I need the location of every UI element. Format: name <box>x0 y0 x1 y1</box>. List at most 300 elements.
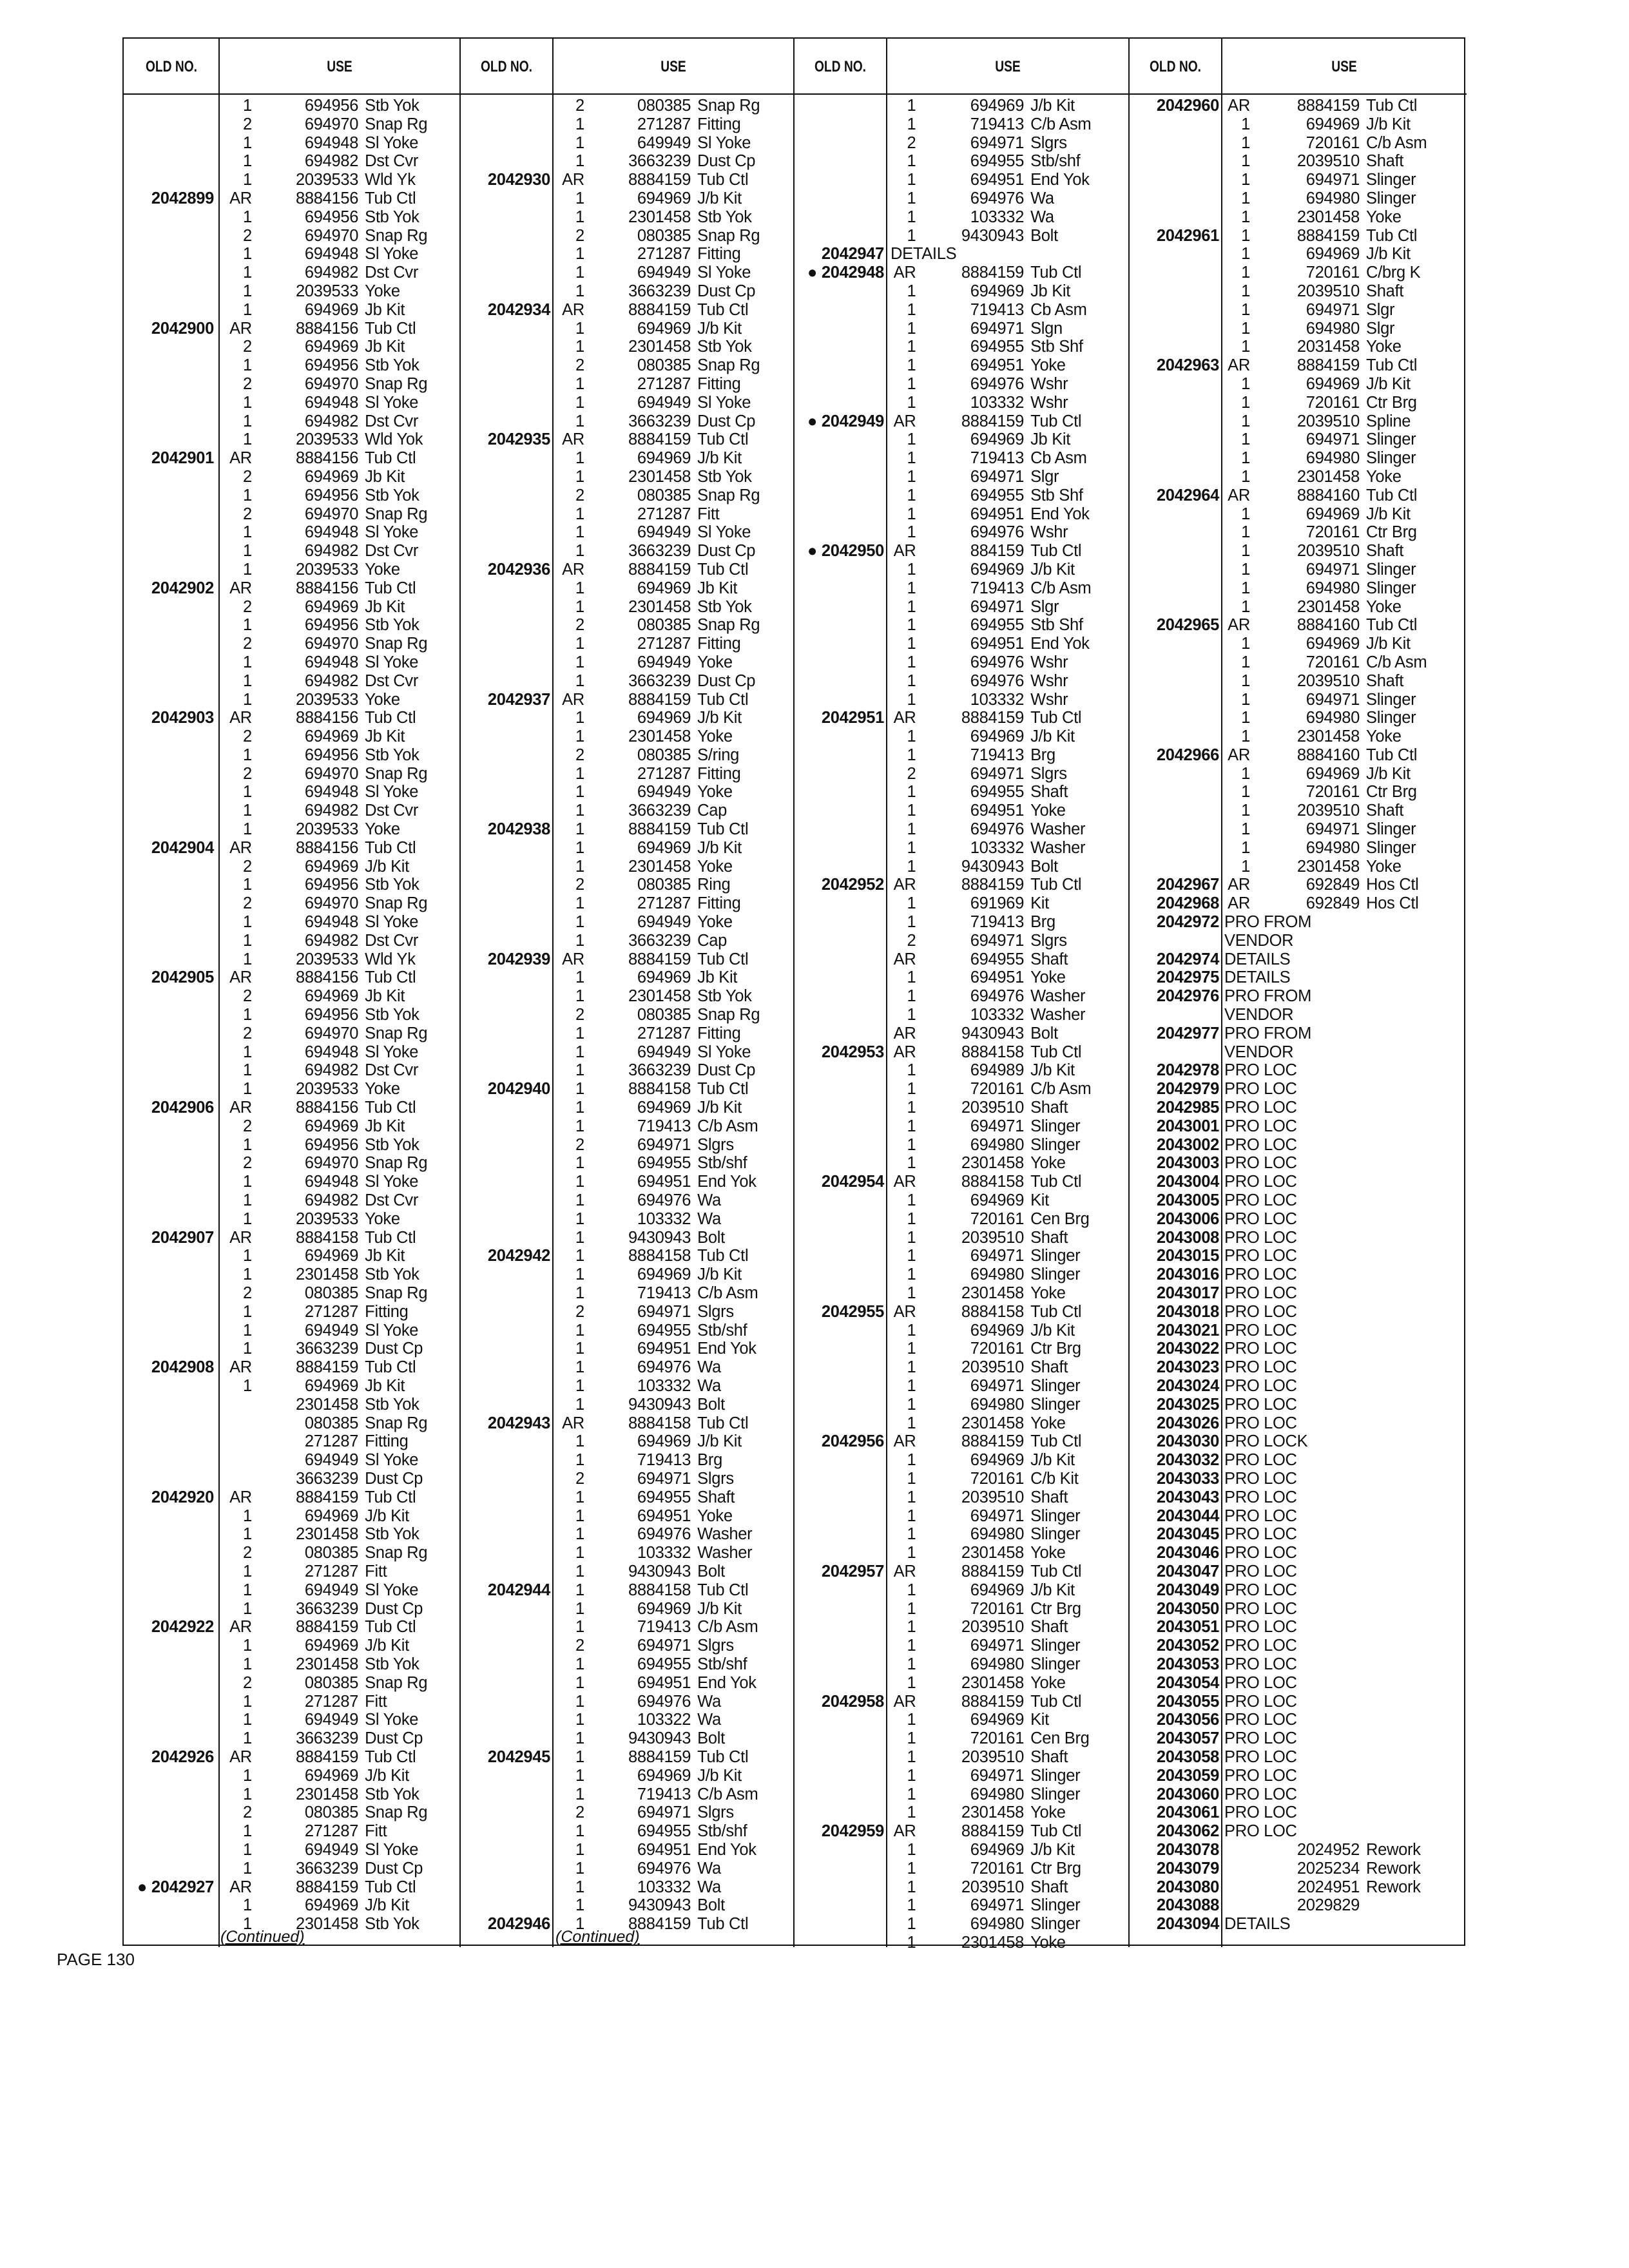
table-row <box>891 356 1126 375</box>
table-row <box>1224 1803 1463 1822</box>
part-number-cell: 2039533 <box>295 1209 359 1228</box>
table-row <box>227 802 459 820</box>
part-number-cell: 694951 <box>637 1173 691 1191</box>
description-cell: Stb Yok <box>697 987 752 1006</box>
description-cell: Snap Rg <box>365 1803 428 1822</box>
old-number-cell <box>1129 542 1219 561</box>
quantity-cell: 1 <box>907 393 916 412</box>
old-number-cell <box>124 727 214 746</box>
part-number-cell: 694955 <box>970 616 1025 635</box>
old-number-cell <box>124 171 214 189</box>
use-column-4 <box>1224 97 1463 1934</box>
part-number-cell: 8884159 <box>628 560 691 579</box>
part-number-cell: 694982 <box>304 152 359 171</box>
description-cell: Sl Yoke <box>365 133 419 152</box>
table-row <box>1224 394 1463 412</box>
old-number-cell: 2042957 <box>821 1562 884 1581</box>
old-number-cell <box>794 282 884 301</box>
table-row <box>891 1878 1126 1897</box>
part-number-cell: 8884159 <box>961 1822 1025 1841</box>
part-number-cell: 694951 <box>970 968 1025 987</box>
description-cell: Slinger <box>1030 1525 1081 1544</box>
part-number-cell: 694969 <box>970 1321 1025 1340</box>
quantity-cell: 1 <box>243 653 252 671</box>
part-number-cell: 271287 <box>637 1024 691 1043</box>
old-number-cell <box>124 430 214 449</box>
part-number-cell: 694982 <box>304 931 359 950</box>
status-label: PRO FROM <box>1224 987 1312 1006</box>
table-row <box>559 1024 791 1043</box>
old-number-cell <box>460 189 550 208</box>
part-number-cell: 8884159 <box>628 950 691 968</box>
old-number-cell <box>794 1061 884 1080</box>
description-cell: Cen Brg <box>1030 1729 1090 1748</box>
table-row <box>559 375 791 394</box>
description-cell: Fitt <box>365 1822 387 1841</box>
table-row <box>891 245 1126 264</box>
description-cell: Yoke <box>1030 802 1066 820</box>
old-number-cell <box>124 598 214 617</box>
part-number-cell: 2039510 <box>1296 542 1360 561</box>
table-row <box>891 1915 1126 1934</box>
quantity-cell: AR <box>229 968 252 987</box>
part-number-cell: 103332 <box>970 838 1025 857</box>
quantity-cell: 2 <box>243 226 252 245</box>
quantity-cell: 1 <box>907 671 916 690</box>
part-number-cell: 8884159 <box>961 1432 1025 1451</box>
description-cell: Slinger <box>1030 1766 1081 1785</box>
part-number-cell: 694976 <box>970 987 1025 1006</box>
description-cell: Wa <box>697 1692 721 1711</box>
table-row <box>891 505 1126 524</box>
description-cell: Slinger <box>1366 709 1416 727</box>
old-number-cell <box>1129 635 1219 653</box>
description-cell: Stb Yok <box>365 1135 419 1154</box>
old-number-cell: 2043056 <box>1156 1711 1219 1729</box>
quantity-cell: 1 <box>907 374 916 393</box>
table-row <box>891 1414 1126 1433</box>
old-number-cell <box>124 1340 214 1358</box>
part-number-cell: 694956 <box>304 207 359 226</box>
quantity-cell: 2 <box>243 1117 252 1135</box>
description-cell: Slgr <box>1030 597 1059 616</box>
table-row <box>227 1006 459 1024</box>
old-number-cell <box>460 1488 550 1507</box>
part-number-cell: 694976 <box>970 653 1025 671</box>
description-cell: Brg <box>697 1451 722 1470</box>
table-row <box>1224 691 1463 709</box>
old-number-cell <box>794 987 884 1006</box>
continued-note-2: (Continued) <box>555 1928 640 1946</box>
quantity-cell: 1 <box>243 690 252 709</box>
table-row <box>891 1099 1126 1117</box>
description-cell: Fitting <box>697 115 741 133</box>
old-number-cell <box>794 1321 884 1340</box>
part-number-cell: 2301458 <box>1296 597 1360 616</box>
table-row <box>559 227 791 245</box>
quantity-cell: 1 <box>243 1711 252 1729</box>
old-number-cell: 2043078 <box>1156 1840 1219 1859</box>
part-number-cell: 694969 <box>304 1637 359 1655</box>
old-number-cell <box>794 1451 884 1470</box>
table-row <box>1224 1080 1463 1099</box>
table-row <box>891 264 1126 282</box>
description-cell: Tub Ctl <box>1030 1173 1082 1191</box>
quantity-cell: 1 <box>907 300 916 319</box>
part-number-cell: 8884159 <box>628 430 691 449</box>
part-number-cell: 694982 <box>304 264 359 282</box>
quantity-cell: 1 <box>575 1117 584 1135</box>
old-number-cell: 2042972 <box>1156 913 1219 932</box>
old-number-cell <box>460 987 550 1006</box>
part-number-cell: 720161 <box>1306 393 1360 412</box>
table-row <box>1224 1841 1463 1860</box>
description-cell: Sl Yoke <box>365 1451 419 1470</box>
part-number-cell: 694971 <box>637 1637 691 1655</box>
old-number-cell <box>794 802 884 820</box>
old-number-cell: 2043022 <box>1156 1340 1219 1358</box>
table-row <box>1224 635 1463 653</box>
part-number-cell: 2301458 <box>961 1544 1025 1562</box>
old-number-cell: 2042974 <box>1156 950 1219 968</box>
table-row <box>227 1117 459 1136</box>
table-row <box>227 1637 459 1655</box>
description-cell: Slgrs <box>697 1469 734 1488</box>
old-number-column-4 <box>1129 97 1219 1934</box>
table-row <box>891 1247 1126 1265</box>
description-cell: Stb Yok <box>365 745 419 764</box>
quantity-cell: 1 <box>907 1599 916 1618</box>
description-cell: J/b Kit <box>1030 560 1075 579</box>
quantity-cell: 1 <box>575 968 584 987</box>
description-cell: Sl Yoke <box>697 523 751 542</box>
table-row <box>1224 1173 1463 1191</box>
part-number-cell: 694970 <box>304 1154 359 1173</box>
description-cell: Slinger <box>1030 1376 1081 1395</box>
table-row <box>1224 616 1463 635</box>
table-row <box>559 561 791 579</box>
description-cell: Tub Ctl <box>1030 1043 1082 1061</box>
description-cell: Ctr Brg <box>1366 523 1417 542</box>
description-cell: Slinger <box>1030 1135 1081 1154</box>
quantity-cell: 1 <box>243 282 252 300</box>
description-cell: Jb Kit <box>365 1247 405 1265</box>
quantity-cell: 1 <box>575 207 584 226</box>
quantity-cell: 1 <box>907 913 916 932</box>
old-number-cell <box>1129 115 1219 134</box>
part-number-cell: 694982 <box>304 412 359 430</box>
description-cell: Tub Ctl <box>365 449 416 468</box>
description-cell: Sl Yoke <box>365 1840 419 1859</box>
old-number-cell <box>460 468 550 486</box>
old-number-cell <box>1129 301 1219 320</box>
table-row <box>559 765 791 783</box>
old-number-cell <box>794 430 884 449</box>
table-row <box>227 97 459 115</box>
part-number-cell: 080385 <box>637 356 691 375</box>
description-cell: Wld Yk <box>365 171 416 189</box>
table-row <box>891 301 1126 320</box>
part-number-cell: 720161 <box>970 1209 1025 1228</box>
table-row <box>891 598 1126 617</box>
old-number-cell <box>460 1284 550 1303</box>
table-row <box>891 1544 1126 1562</box>
part-number-cell: 2039510 <box>961 1099 1025 1117</box>
table-row <box>891 430 1126 449</box>
part-number-cell: 2301458 <box>1296 207 1360 226</box>
description-cell: Jb Kit <box>1030 430 1071 449</box>
quantity-cell: 1 <box>243 486 252 505</box>
quantity-cell: AR <box>893 542 916 561</box>
description-cell: Stb/shf <box>697 1655 747 1673</box>
table-row <box>227 1878 459 1897</box>
old-number-cell: ● 2042927 <box>137 1878 214 1896</box>
part-number-cell: 694955 <box>970 152 1025 171</box>
quantity-cell: 1 <box>907 1154 916 1173</box>
table-row <box>1224 320 1463 338</box>
old-number-cell <box>794 1785 884 1804</box>
quantity-cell: 1 <box>243 616 252 635</box>
description-cell: Kit <box>1030 1711 1049 1729</box>
old-number-cell: 2043032 <box>1156 1451 1219 1470</box>
quantity-cell: 1 <box>907 1785 916 1803</box>
table-row <box>559 282 791 301</box>
part-number-cell: 8884158 <box>961 1043 1025 1061</box>
table-row <box>227 264 459 282</box>
quantity-cell: 1 <box>1241 764 1250 783</box>
quantity-cell: 1 <box>575 894 584 913</box>
description-cell: Sl Yoke <box>365 653 419 671</box>
table-row <box>1224 858 1463 876</box>
description-cell: Tub Ctl <box>1030 876 1082 894</box>
part-number-cell: 694969 <box>304 727 359 746</box>
description-cell: Slinger <box>1366 820 1416 839</box>
old-number-cell: 2042953 <box>821 1043 884 1061</box>
quantity-cell: 1 <box>243 300 252 319</box>
part-number-cell: 694969 <box>637 579 691 597</box>
table-row <box>559 1191 791 1210</box>
table-row <box>891 1860 1126 1878</box>
part-number-cell: 694969 <box>637 1766 691 1785</box>
status-label: PRO LOC <box>1224 1692 1297 1711</box>
description-cell: Tub Ctl <box>1366 745 1418 764</box>
quantity-cell: 1 <box>243 560 252 579</box>
old-number-cell <box>124 1860 214 1878</box>
part-number-cell: 8884159 <box>295 1488 359 1506</box>
quantity-cell: 1 <box>907 1414 916 1432</box>
part-number-cell: 694976 <box>970 189 1025 207</box>
description-cell: J/b Kit <box>365 1896 409 1915</box>
part-number-cell: 2301458 <box>961 1414 1025 1432</box>
old-number-cell <box>124 115 214 134</box>
old-number-cell <box>794 505 884 524</box>
quantity-cell: 1 <box>243 1599 252 1618</box>
quantity-cell: 1 <box>1241 523 1250 542</box>
old-number-column-1 <box>124 97 214 1934</box>
old-number-cell <box>460 449 550 468</box>
description-cell: Washer <box>1030 838 1086 857</box>
part-number-cell: 080385 <box>304 1803 359 1822</box>
table-row <box>227 1711 459 1729</box>
old-number-cell <box>460 1451 550 1470</box>
part-number-cell: 694951 <box>970 635 1025 653</box>
table-row <box>227 245 459 264</box>
description-cell: Tub Ctl <box>365 1618 416 1637</box>
part-number-cell: 694980 <box>970 1525 1025 1544</box>
description-cell: Yoke <box>365 560 400 579</box>
old-number-cell: 2043079 <box>1156 1859 1219 1878</box>
quantity-cell: 1 <box>907 1581 916 1599</box>
part-number-cell: 2039533 <box>295 820 359 839</box>
old-number-cell <box>124 134 214 153</box>
table-row <box>891 208 1126 227</box>
old-number-cell <box>460 394 550 412</box>
old-number-cell <box>794 1377 884 1396</box>
table-row <box>559 727 791 746</box>
old-number-cell: 2042958 <box>821 1692 884 1711</box>
old-number-cell <box>1129 691 1219 709</box>
table-row <box>891 282 1126 301</box>
quantity-cell: 1 <box>907 1637 916 1655</box>
table-row <box>1224 1507 1463 1526</box>
description-cell: Dst Cvr <box>365 931 419 950</box>
description-cell: Slgrs <box>1030 764 1067 783</box>
quantity-cell: 1 <box>575 152 584 171</box>
quantity-cell: AR <box>893 1822 916 1841</box>
description-cell: Snap Rg <box>697 226 760 245</box>
old-number-cell <box>460 1210 550 1229</box>
table-row <box>227 746 459 765</box>
quantity-cell: AR <box>229 319 252 338</box>
quantity-cell: AR <box>1228 97 1250 115</box>
quantity-cell: AR <box>229 449 252 468</box>
status-label: PRO LOC <box>1224 1340 1297 1358</box>
description-cell: Kit <box>1030 894 1049 913</box>
quantity-cell: 1 <box>243 1840 252 1859</box>
status-label: PRO LOC <box>1224 1803 1297 1822</box>
table-row <box>227 1358 459 1377</box>
part-number-cell: 694955 <box>970 950 1025 968</box>
table-row <box>891 542 1126 561</box>
table-row <box>559 746 791 765</box>
table-row <box>1224 579 1463 598</box>
old-number-cell <box>124 1414 214 1433</box>
part-number-cell: 3663239 <box>295 1469 359 1488</box>
part-number-cell: 694969 <box>637 968 691 987</box>
table-row <box>559 1600 791 1619</box>
old-number-cell <box>124 894 214 913</box>
quantity-cell: 1 <box>575 913 584 932</box>
old-number-column-2 <box>460 97 550 1934</box>
old-number-cell: 2042938 <box>487 820 550 839</box>
table-row <box>891 1396 1126 1414</box>
part-number-cell: 694955 <box>970 783 1025 802</box>
description-cell: Slinger <box>1030 1637 1081 1655</box>
part-number-cell: 080385 <box>637 486 691 505</box>
table-row <box>227 171 459 189</box>
table-row <box>891 1711 1126 1729</box>
part-number-cell: 694971 <box>970 467 1025 486</box>
description-cell: Slinger <box>1030 1247 1081 1265</box>
description-cell: J/b Kit <box>697 1099 742 1117</box>
table-row <box>1224 1099 1463 1117</box>
old-number-cell: 2042939 <box>487 950 550 968</box>
table-row <box>227 876 459 894</box>
old-number-cell <box>460 338 550 356</box>
old-number-cell <box>1129 523 1219 542</box>
part-number-cell: 2301458 <box>628 727 691 746</box>
old-number-cell: 2042954 <box>821 1173 884 1191</box>
old-number-cell <box>794 1525 884 1544</box>
description-cell: End Yok <box>1030 635 1090 653</box>
description-cell: Shaft <box>1030 1228 1068 1247</box>
part-number-cell: 8884156 <box>295 709 359 727</box>
old-number-cell: 2042985 <box>1156 1099 1219 1117</box>
table-row <box>227 486 459 505</box>
old-number-cell: 2042908 <box>151 1358 214 1377</box>
status-label: PRO LOC <box>1224 1099 1297 1117</box>
part-number-cell: 8884160 <box>1296 486 1360 505</box>
part-number-cell: 720161 <box>970 1729 1025 1748</box>
header-old-no-1: OLD NO. <box>146 58 197 75</box>
status-label: PRO LOC <box>1224 1488 1297 1506</box>
table-row <box>227 1785 459 1804</box>
part-number-cell: 2039533 <box>295 171 359 189</box>
quantity-cell: 1 <box>243 430 252 449</box>
old-number-cell <box>124 282 214 301</box>
quantity-cell: 1 <box>1241 505 1250 523</box>
old-number-cell <box>794 189 884 208</box>
description-cell: Stb Yok <box>697 338 752 356</box>
description-cell: Cap <box>697 931 728 950</box>
description-cell: Sl Yoke <box>365 245 419 264</box>
table-row <box>1224 894 1463 913</box>
table-row <box>891 1043 1126 1062</box>
quantity-cell: 1 <box>243 1859 252 1878</box>
part-number-cell: 694980 <box>1306 319 1360 338</box>
part-number-cell: 719413 <box>637 1785 691 1803</box>
description-cell: Stb Yok <box>365 1265 419 1284</box>
old-number-cell <box>794 1841 884 1860</box>
quantity-cell: 1 <box>575 1618 584 1637</box>
old-number-cell <box>460 264 550 282</box>
table-row <box>227 1061 459 1080</box>
status-label: DETAILS <box>1224 968 1291 987</box>
old-number-cell: 2043030 <box>1156 1432 1219 1451</box>
old-number-column-3 <box>794 97 884 1952</box>
table-row <box>227 1136 459 1155</box>
description-cell: Wshr <box>1030 393 1068 412</box>
old-number-cell: 2042959 <box>821 1822 884 1841</box>
part-number-cell: 694951 <box>970 171 1025 189</box>
quantity-cell: 2 <box>575 1803 584 1822</box>
table-row <box>891 1729 1126 1748</box>
table-row <box>559 356 791 375</box>
table-row <box>891 227 1126 245</box>
description-cell: Wa <box>697 1859 721 1878</box>
header-old-no-3: OLD NO. <box>815 58 866 75</box>
old-number-cell <box>124 765 214 783</box>
quantity-cell: 1 <box>575 412 584 430</box>
old-number-cell: 2043050 <box>1156 1599 1219 1618</box>
quantity-cell: 2 <box>243 597 252 616</box>
part-number-cell: 271287 <box>637 245 691 264</box>
part-number-cell: 8884159 <box>961 1692 1025 1711</box>
table-row <box>1224 97 1463 115</box>
table-row <box>227 1099 459 1117</box>
page-number: PAGE 130 <box>57 1950 135 1969</box>
quantity-cell: 1 <box>243 171 252 189</box>
